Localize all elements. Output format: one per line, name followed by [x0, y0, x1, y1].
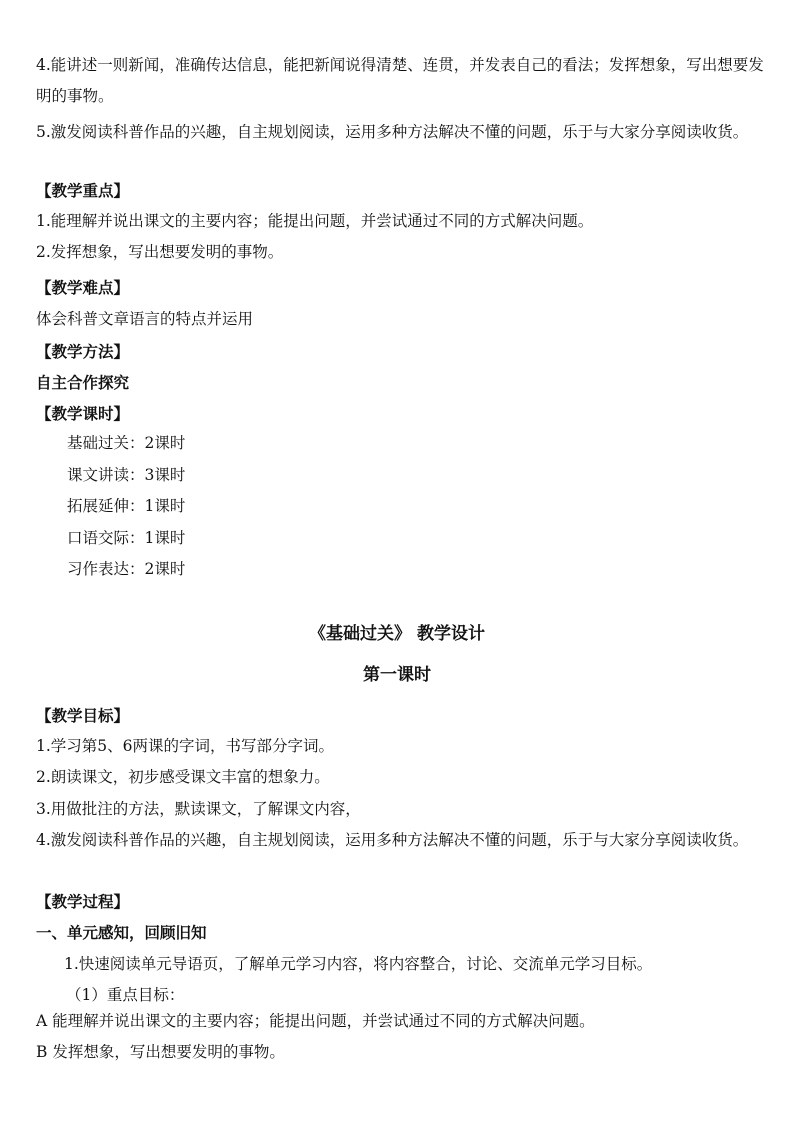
- methods-heading: 【教学方法】: [36, 342, 130, 361]
- process-heading: 【教学过程】: [36, 892, 130, 911]
- key-points-heading: 【教学重点】: [36, 181, 130, 200]
- difficulties-text: 体会科普文章语言的特点并运用: [36, 310, 254, 328]
- goals-heading: 【教学目标】: [36, 706, 130, 725]
- process-section-1: 一、单元感知，回顾旧知: [36, 923, 207, 942]
- design-title: 《基础过关》 教学设计: [309, 624, 485, 644]
- objective-item-5: 5.激发阅读科普作品的兴趣，自主规划阅读，运用多种方法解决不懂的问题，乐于与大家分享阅读收货。: [36, 123, 749, 141]
- goal-item-2: 2.朗读课文，初步感受课文丰富的想象力。: [36, 768, 330, 786]
- hours-item: 口语交际：1课时: [67, 529, 186, 547]
- process-item-b: B 发挥想象，写出想要发明的事物。: [36, 1043, 285, 1061]
- process-item-a: A 能理解并说出课文的主要内容；能提出问题，并尝试通过不同的方式解决问题。: [36, 1012, 595, 1030]
- difficulties-heading: 【教学难点】: [36, 278, 130, 297]
- goal-item-1: 1.学习第5、6两课的字词，书写部分字词。: [36, 737, 335, 755]
- goal-item-3: 3.用做批注的方法，默读课文，了解课文内容，: [36, 800, 361, 818]
- process-sub-1: （1）重点目标：: [66, 986, 185, 1004]
- hours-heading: 【教学课时】: [36, 404, 130, 423]
- goal-item-4: 4.激发阅读科普作品的兴趣，自主规划阅读，运用多种方法解决不懂的问题，乐于与大家分享阅读收货。: [36, 831, 749, 849]
- design-subtitle: 第一课时: [363, 665, 431, 685]
- key-point-2: 2.发挥想象，写出想要发明的事物。: [36, 243, 284, 261]
- hours-item: 基础过关：2课时: [67, 434, 186, 452]
- key-point-1: 1.能理解并说出课文的主要内容；能提出问题，并尝试通过不同的方式解决问题。: [36, 212, 594, 230]
- hours-item: 拓展延伸：1课时: [67, 497, 186, 515]
- methods-text: 自主合作探究: [36, 373, 130, 392]
- hours-item: 习作表达：2课时: [67, 560, 186, 578]
- process-step-1: 1.快速阅读单元导语页，了解单元学习内容，将内容整合，讨论、交流单元学习目标。: [64, 955, 653, 973]
- objective-item-4: 4.能讲述一则新闻，准确传达信息，能把新闻说得清楚、连贯，并发表自己的看法；发挥想象，写出想要发明的事物。: [36, 56, 764, 105]
- hours-item: 课文讲读：3课时: [67, 466, 186, 484]
